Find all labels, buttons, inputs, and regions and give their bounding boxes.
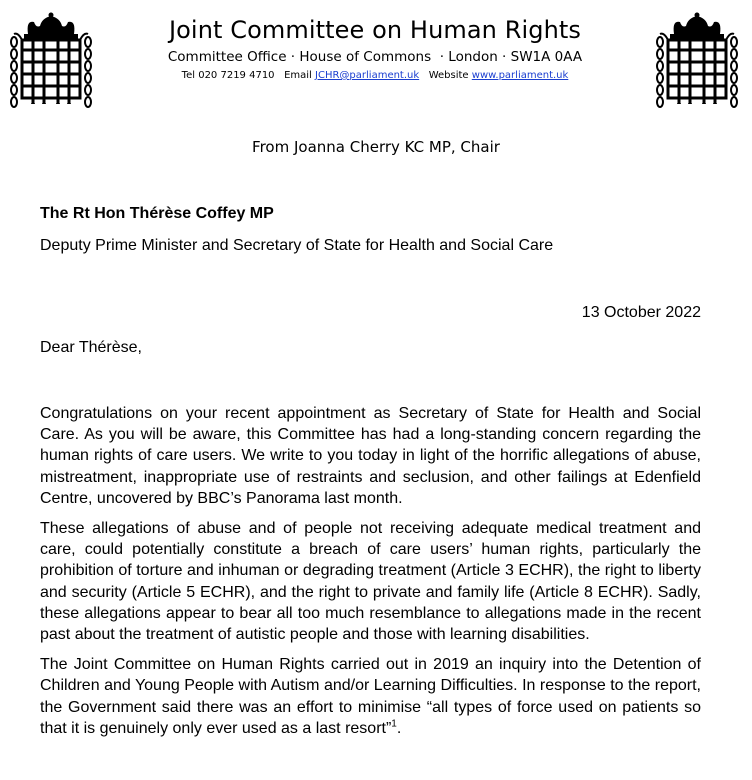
- email-label: Email: [284, 70, 312, 81]
- footnote-ref[interactable]: 1: [391, 718, 397, 730]
- body-paragraph-text: The Joint Committee on Human Rights carried out in 2019 an inquiry into the Detention of Children and Young People with Autism and/or Learning Difficulties. In response to the report, the Government said there was an effort to minimise “all types of force used on patients so that it is genuinely only ever used as a last resort”: [40, 656, 701, 737]
- body-paragraph: [40, 654, 701, 739]
- website-label: Website: [428, 70, 469, 81]
- letterhead: [110, 14, 640, 83]
- email-link[interactable]: JCHR@parliament.uk: [315, 70, 420, 81]
- recipient-role: Deputy Prime Minister and Secretary of State for Health and Social Care: [40, 237, 554, 254]
- committee-address: Committee Office · House of Commons · London · SW1A 0AA: [167, 49, 583, 65]
- portcullis-crest-left: [6, 12, 96, 112]
- paragraph-end: .: [396, 719, 402, 737]
- tel-number: 020 7219 4710: [198, 70, 275, 81]
- tel-label: Tel: [181, 70, 196, 81]
- body-paragraph: These allegations of abuse and of people not receiving adequate medical treatment and care, could potentially constitute a breach of care users’ human rights, particularly the prohibition of torture and inhuman or degrading treatment (Article 3 ECHR), the right to liberty and security (Article 5 ECHR), and the right to private and family life (Article 8 ECHR). Sadly, these allegations appear to bear all too much resemblance to allegations made in the recent past about the treatment of autistic people and those with learning disabilities.: [40, 520, 701, 644]
- letter-body: [40, 403, 701, 739]
- committee-contact: [110, 69, 640, 83]
- from-line: From Joanna Cherry KC MP, Chair: [252, 138, 500, 156]
- letter-date: 13 October 2022: [581, 304, 701, 321]
- body-paragraph: Congratulations on your recent appointment as Secretary of State for Health and Social Care. As you will be aware, this Committee has had a long-standing concern regarding the human rights of care users. We write to you today in light of the horrific allegations of abuse, mistreatment, inappropriate use of restraints and seclusion, and other failings at Edenfield Centre, uncovered by BBC’s Panorama last month.: [40, 405, 701, 507]
- website-link[interactable]: www.parliament.uk: [471, 70, 569, 81]
- portcullis-crest-right: [652, 12, 742, 112]
- recipient-name: The Rt Hon Thérèse Coffey MP: [40, 205, 274, 222]
- salutation: Dear Thérèse,: [40, 339, 142, 356]
- committee-name: Joint Committee on Human Rights: [168, 16, 582, 44]
